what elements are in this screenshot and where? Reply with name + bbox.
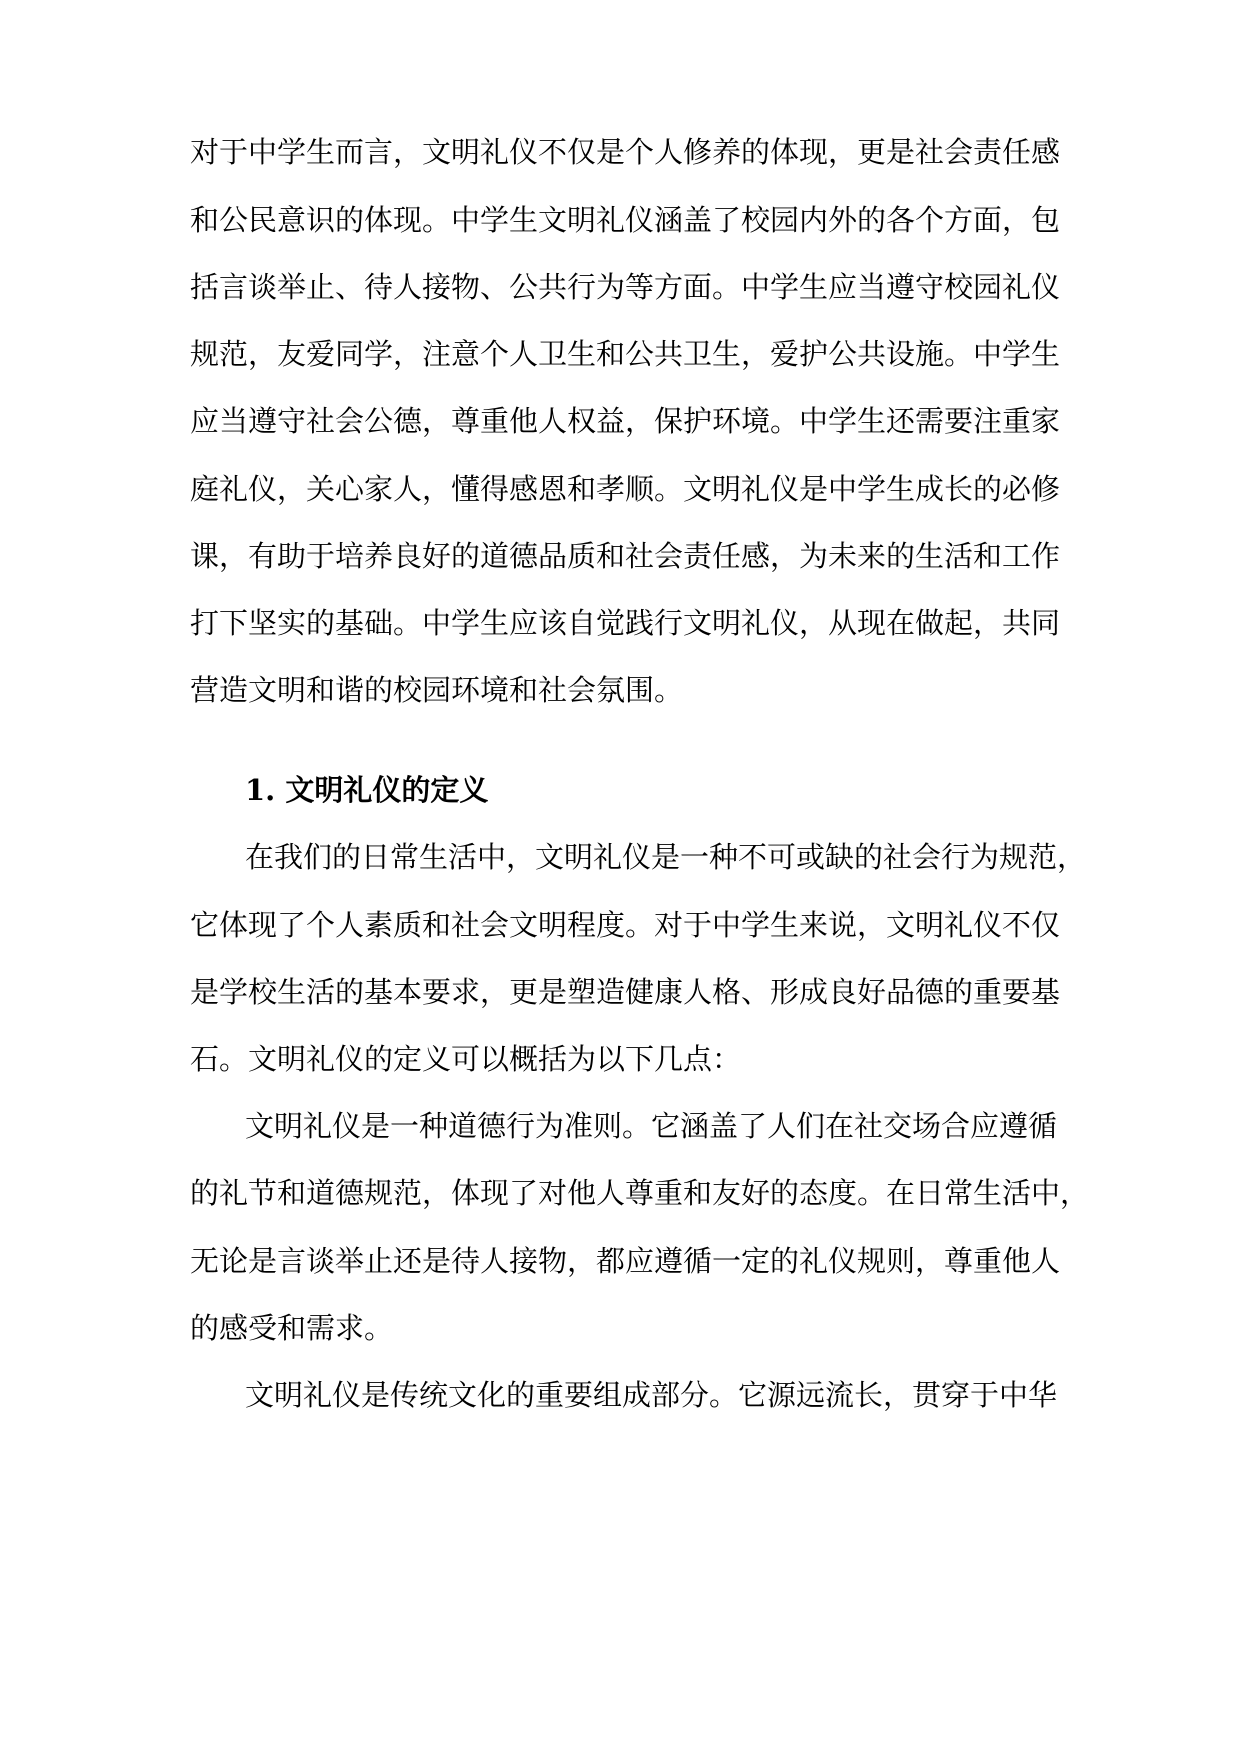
definition-line-3: 是学校生活的基本要求，更是塑造健康人格、形成良好品德的重要基 (190, 975, 1061, 1009)
intro-line-1: 对于中学生而言，文明礼仪不仅是个人修养的体现，更是社会责任感 (190, 135, 1061, 169)
moral-line-4: 的感受和需求。 (190, 1311, 394, 1345)
intro-line-4: 规范，友爱同学，注意个人卫生和公共卫生，爱护公共设施。中学生 (190, 337, 1061, 371)
intro-line-9: 营造文明和谐的校园环境和社会氛围。 (190, 673, 684, 707)
intro-line-7: 课，有助于培养良好的道德品质和社会责任感，为未来的生活和工作 (190, 539, 1061, 573)
tradition-line-1: 文明礼仪是传统文化的重要组成部分。它源远流长，贯穿于中华 (245, 1378, 1058, 1412)
definition-line-4: 石。文明礼仪的定义可以概括为以下几点： (190, 1042, 742, 1076)
definition-line-2: 它体现了个人素质和社会文明程度。对于中学生来说，文明礼仪不仅 (190, 908, 1061, 942)
intro-line-8: 打下坚实的基础。中学生应该自觉践行文明礼仪，从现在做起，共同 (190, 606, 1061, 640)
intro-line-2: 和公民意识的体现。中学生文明礼仪涵盖了校园内外的各个方面，包 (190, 203, 1061, 237)
section-heading: 1. 文明礼仪的定义 (245, 773, 489, 807)
intro-line-6: 庭礼仪，关心家人，懂得感恩和孝顺。文明礼仪是中学生成长的必修 (190, 472, 1061, 506)
definition-line-1: 在我们的日常生活中，文明礼仪是一种不可或缺的社会行为规范， (245, 840, 1087, 874)
intro-line-3: 括言谈举止、待人接物、公共行为等方面。中学生应当遵守校园礼仪 (190, 270, 1061, 304)
moral-line-1: 文明礼仪是一种道德行为准则。它涵盖了人们在社交场合应遵循 (245, 1109, 1058, 1143)
intro-line-5: 应当遵守社会公德，尊重他人权益，保护环境。中学生还需要注重家 (190, 404, 1061, 438)
moral-line-3: 无论是言谈举止还是待人接物，都应遵循一定的礼仪规则，尊重他人 (190, 1244, 1061, 1278)
moral-line-2: 的礼节和道德规范，体现了对他人尊重和友好的态度。在日常生活中， (190, 1176, 1090, 1210)
